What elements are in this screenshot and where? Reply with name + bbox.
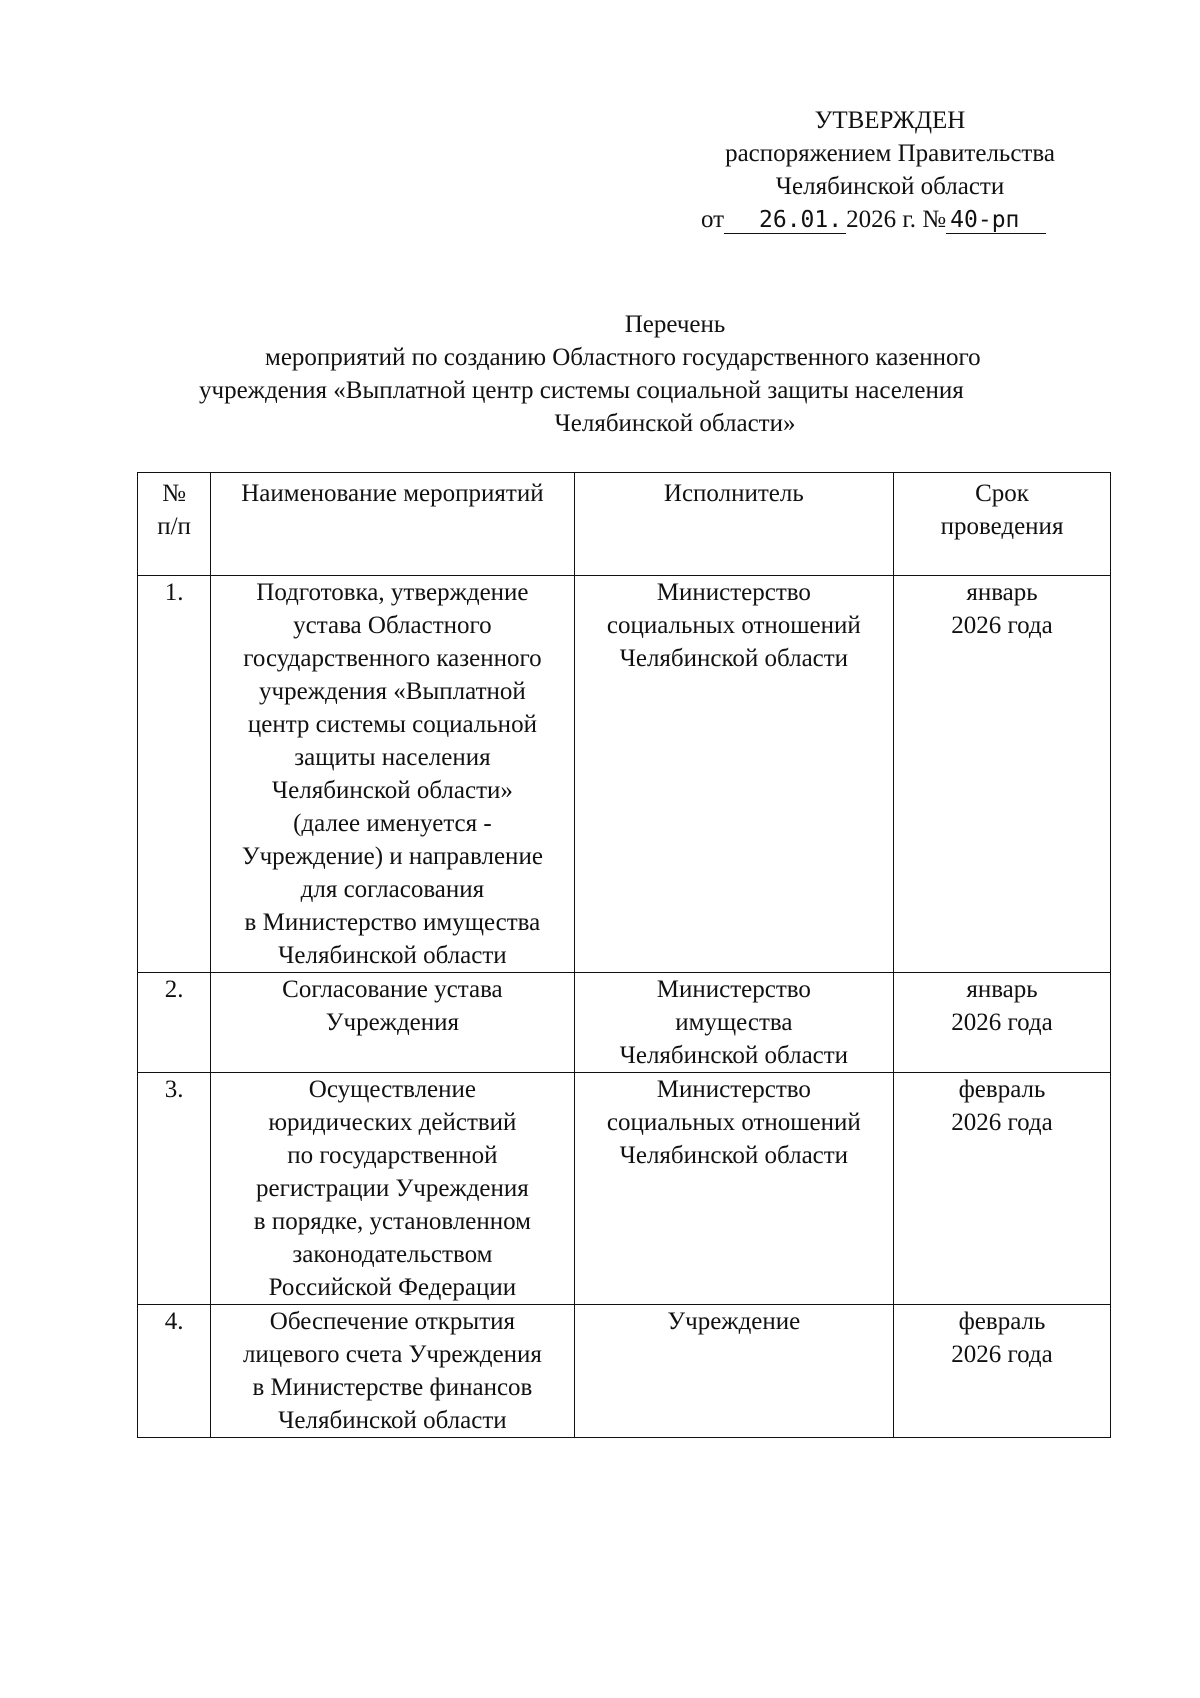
header-num: № п/п — [138, 473, 211, 576]
row-name: Осуществление юридических действий по государственной регистрации Учреждения в порядке, установленном законодательством Российской Федерации — [211, 1073, 574, 1305]
events-table — [137, 472, 1111, 1438]
title-line-4: Челябинской области» — [554, 410, 796, 437]
row-term: февраль 2026 года — [894, 1305, 1111, 1438]
approval-date-line — [680, 203, 1100, 236]
table-row — [138, 973, 1111, 1073]
approval-block — [680, 104, 1100, 236]
header-executor: Исполнитель — [574, 473, 893, 576]
row-term: январь 2026 года — [894, 576, 1111, 973]
table-header-row — [138, 473, 1111, 576]
row-num: 3. — [138, 1073, 211, 1305]
row-name: Обеспечение открытия лицевого счета Учреждения в Министерстве финансов Челябинской области — [211, 1305, 574, 1438]
row-num: 1. — [138, 576, 211, 973]
row-name: Подготовка, утверждение устава Областного государственного казенного учреждения «Выплатной центр системы социальной защиты населения Челябинской области» (далее именуется - Учреждение) и направление для согласования в Министерство имущества Челябинской области — [211, 576, 574, 973]
row-num: 4. — [138, 1305, 211, 1438]
title-line-1: Перечень — [624, 311, 726, 338]
header-name: Наименование мероприятий — [211, 473, 574, 576]
year-text: 2026 г. № — [846, 206, 947, 233]
table-row — [138, 576, 1111, 973]
approval-region: Челябинской области — [775, 173, 1005, 200]
row-executor: Министерство имущества Челябинской области — [574, 973, 893, 1073]
approval-date: 26.01. — [724, 207, 846, 234]
table-row — [138, 1073, 1111, 1305]
row-num: 2. — [138, 973, 211, 1073]
approval-heading: УТВЕРЖДЕН — [814, 107, 966, 134]
approval-authority: распоряжением Правительства — [725, 140, 1055, 167]
row-executor: Учреждение — [574, 1305, 893, 1438]
title-line-2: мероприятий по созданию Областного государственного казенного — [265, 344, 981, 371]
row-executor: Министерство социальных отношений Челябинской области — [574, 1073, 893, 1305]
row-term: февраль 2026 года — [894, 1073, 1111, 1305]
table-row — [138, 1305, 1111, 1438]
approval-number: 40-рп — [946, 207, 1046, 234]
title-line-3: учреждения «Выплатной центр системы социальной защиты населения — [199, 377, 964, 404]
row-executor: Министерство социальных отношений Челябинской области — [574, 576, 893, 973]
row-name: Согласование устава Учреждения — [211, 973, 574, 1073]
row-term: январь 2026 года — [894, 973, 1111, 1073]
header-term: Срок проведения — [894, 473, 1111, 576]
date-prefix: от — [701, 206, 725, 233]
